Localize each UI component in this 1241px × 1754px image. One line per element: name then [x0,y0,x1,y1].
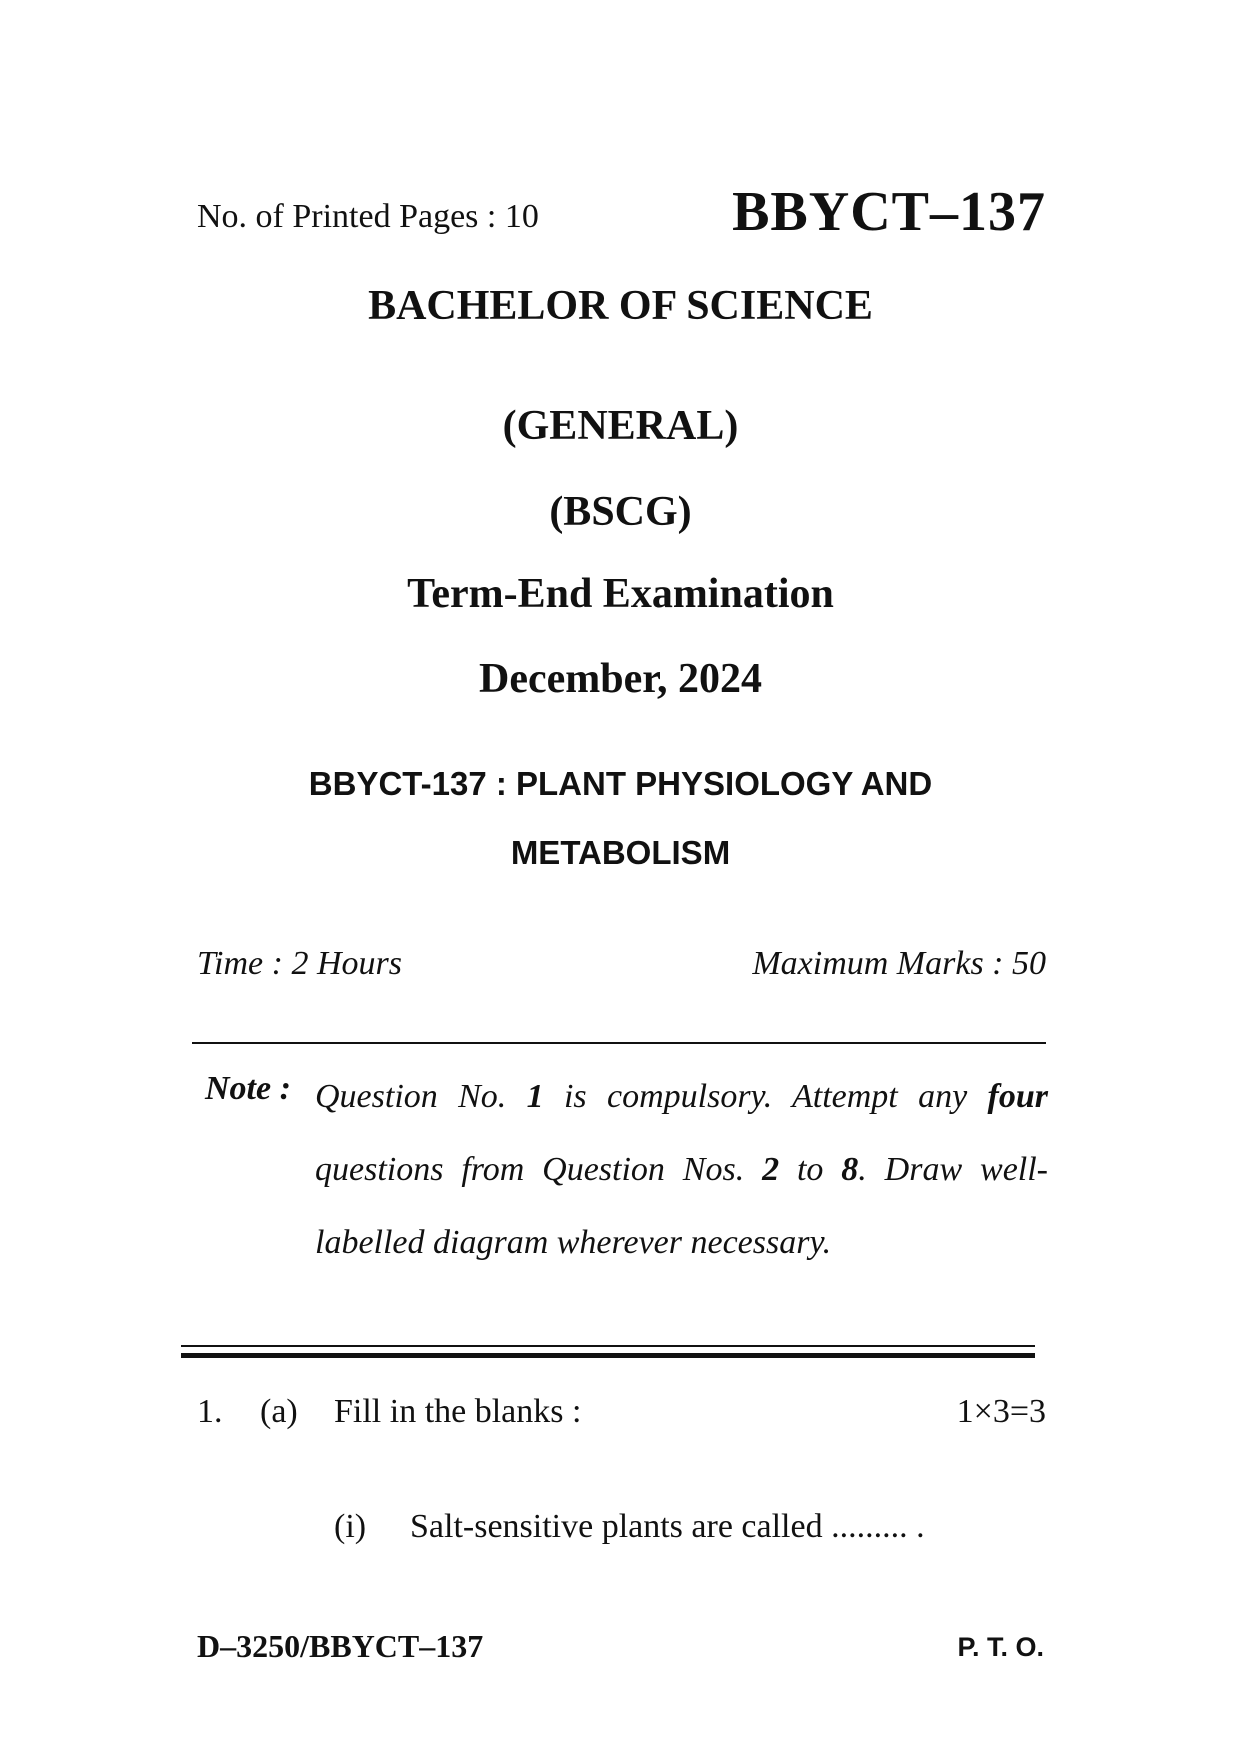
divider-line [192,1042,1046,1044]
subject-title-line1: BBYCT-137 : PLANT PHYSIOLOGY AND [308,765,933,802]
double-divider-thick [181,1353,1035,1358]
double-divider-thin [181,1345,1035,1347]
note-instructions: Question No. 1 is compulsory. Attempt any four questions from Question Nos. 2 to 8. Draw well-labelled diagram wherever necessary. [315,1078,1048,1261]
question-marks: 1×3=3 [956,1393,1046,1430]
subject-title-line2: METABOLISM [510,834,731,871]
question-part-label: (a) [260,1393,298,1430]
footer-paper-code: D–3250/BBYCT–137 [197,1628,484,1664]
page-turn-over: P. T. O. [957,1632,1044,1662]
question-text: Fill in the blanks : [334,1393,582,1430]
printed-pages-count: No. of Printed Pages : 10 [197,198,539,235]
note-label: Note : [205,1070,291,1107]
question-number: 1. [197,1393,223,1430]
subquestion-text: Salt-sensitive plants are called ......... . [410,1508,925,1545]
paper-code: BBYCT–137 [732,181,1046,243]
programme-title: BACHELOR OF SCIENCE [368,283,873,329]
programme-abbr: (BSCG) [549,489,692,535]
time-allowed: Time : 2 Hours [197,945,402,982]
exam-session: December, 2024 [478,656,763,702]
stream-title: (GENERAL) [502,403,739,449]
subquestion-number: (i) [334,1508,367,1545]
exam-title: Term-End Examination [407,571,834,617]
maximum-marks: Maximum Marks : 50 [752,945,1046,982]
